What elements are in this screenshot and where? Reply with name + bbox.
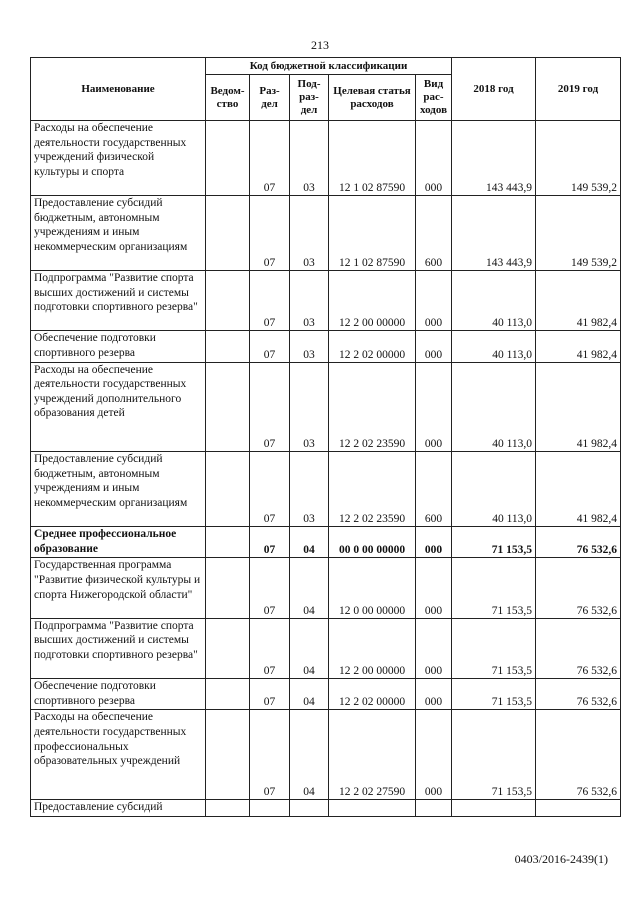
table-cell-2018: 40 113,0 [452,362,536,452]
table-cell-2019: 76 532,6 [536,618,621,678]
table-cell-vid: 600 [416,452,452,527]
table-cell-2019: 41 982,4 [536,331,621,362]
table-cell-2019: 149 539,2 [536,196,621,271]
table-cell-2018 [452,799,536,816]
table-cell-razdel: 07 [250,331,290,362]
table-cell-2018: 71 153,5 [452,679,536,710]
table-cell-2019: 41 982,4 [536,452,621,527]
header-code-group: Код бюджетной классификации [206,58,452,75]
header-name: Наименование [31,58,206,121]
table-cell-name: Подпрограмма "Развитие спорта высших достижений и системы подготовки спортивного резерва" [31,618,206,678]
table-cell-2018: 143 443,9 [452,121,536,196]
table-cell-vedomstvo [206,710,250,800]
table-cell-podrazdel: 03 [290,362,329,452]
table-cell-vedomstvo [206,271,250,331]
header-2019: 2019 год [536,58,621,121]
table-cell-2018: 71 153,5 [452,710,536,800]
table-cell-podrazdel: 03 [290,121,329,196]
table-cell-razdel: 07 [250,271,290,331]
table-cell-podrazdel: 03 [290,331,329,362]
table-cell-vedomstvo [206,558,250,618]
table-cell-tselevaya: 12 2 02 23590 [329,452,416,527]
table-cell-podrazdel: 03 [290,452,329,527]
table-cell-vedomstvo [206,196,250,271]
table-row [31,710,621,800]
table-cell-2018: 143 443,9 [452,196,536,271]
table-cell-vid: 000 [416,618,452,678]
table-cell-vedomstvo [206,452,250,527]
table-cell-vid [416,799,452,816]
table-cell-name: Предоставление субсидий бюджетным, автономным учреждениям и иным некоммерческим организациям [31,196,206,271]
table-cell-name: Обеспечение подготовки спортивного резерва [31,679,206,710]
header-vid: Вид рас-ходов [416,75,452,121]
page-number: 213 [311,38,329,52]
table-cell-2019: 149 539,2 [536,121,621,196]
table-body [31,121,621,817]
table-cell-vid: 000 [416,710,452,800]
table-cell-vid: 000 [416,679,452,710]
header-razdel: Раз-дел [250,75,290,121]
table-cell-tselevaya: 12 2 00 00000 [329,271,416,331]
table-cell-2019: 76 532,6 [536,558,621,618]
table-cell-vid: 000 [416,331,452,362]
table-cell-vid: 000 [416,558,452,618]
table-cell-vid: 000 [416,362,452,452]
table-cell-2019 [536,799,621,816]
table-cell-razdel: 07 [250,121,290,196]
table-cell-razdel: 07 [250,527,290,558]
table-cell-razdel: 07 [250,558,290,618]
table-cell-razdel: 07 [250,362,290,452]
table-row [31,799,621,816]
table-cell-razdel: 07 [250,710,290,800]
table-cell-tselevaya: 00 0 00 00000 [329,527,416,558]
table-row [31,452,621,527]
table-cell-razdel: 07 [250,618,290,678]
table-cell-podrazdel: 03 [290,196,329,271]
table-cell-name: Расходы на обеспечение деятельности государственных учреждений дополнительного образования детей [31,362,206,452]
header-tselevaya: Целевая статья расходов [329,75,416,121]
table-cell-razdel: 07 [250,196,290,271]
header-2018: 2018 год [452,58,536,121]
table-cell-vedomstvo [206,679,250,710]
table-cell-name: Расходы на обеспечение деятельности государственных профессиональных образовательных учреждений [31,710,206,800]
table-cell-vid: 000 [416,527,452,558]
table-cell-vedomstvo [206,618,250,678]
table-cell-vedomstvo [206,527,250,558]
table-cell-tselevaya: 12 2 02 27590 [329,710,416,800]
table-cell-tselevaya: 12 0 00 00000 [329,558,416,618]
table-cell-tselevaya: 12 2 00 00000 [329,618,416,678]
table-cell-tselevaya: 12 2 02 00000 [329,679,416,710]
table-cell-vedomstvo [206,362,250,452]
table-row [31,558,621,618]
table-cell-name: Обеспечение подготовки спортивного резерва [31,331,206,362]
table-cell-2019: 76 532,6 [536,679,621,710]
table-cell-vedomstvo [206,121,250,196]
table-cell-podrazdel: 04 [290,527,329,558]
table-cell-tselevaya: 12 1 02 87590 [329,196,416,271]
table-cell-vid: 000 [416,121,452,196]
table-cell-2018: 71 153,5 [452,558,536,618]
table-row [31,679,621,710]
table-cell-vedomstvo [206,799,250,816]
table-row [31,331,621,362]
header-podrazdel: Под-раз-дел [290,75,329,121]
table-cell-2018: 40 113,0 [452,331,536,362]
table-cell-name: Предоставление субсидий [31,799,206,816]
table-cell-razdel [250,799,290,816]
table-cell-podrazdel: 04 [290,710,329,800]
table-cell-name: Государственная программа "Развитие физической культуры и спорта Нижегородской области" [31,558,206,618]
header-vedomstvo: Ведом-ство [206,75,250,121]
table-cell-podrazdel: 04 [290,558,329,618]
table-cell-2018: 40 113,0 [452,452,536,527]
table-cell-2019: 76 532,6 [536,527,621,558]
table-cell-vid: 000 [416,271,452,331]
table-row [31,362,621,452]
table-cell-podrazdel: 04 [290,618,329,678]
table-row [31,121,621,196]
budget-table [30,57,621,817]
table-row [31,618,621,678]
table-cell-razdel: 07 [250,452,290,527]
table-cell-podrazdel: 04 [290,679,329,710]
table-cell-razdel: 07 [250,679,290,710]
table-row [31,196,621,271]
table-cell-vid: 600 [416,196,452,271]
table-cell-2018: 71 153,5 [452,618,536,678]
table-cell-2018: 71 153,5 [452,527,536,558]
table-cell-name: Подпрограмма "Развитие спорта высших достижений и системы подготовки спортивного резерва" [31,271,206,331]
table-cell-tselevaya [329,799,416,816]
table-cell-tselevaya: 12 2 02 00000 [329,331,416,362]
table-cell-2019: 41 982,4 [536,271,621,331]
table-row [31,527,621,558]
table-cell-name: Расходы на обеспечение деятельности государственных учреждений физической культуры и спорта [31,121,206,196]
table-cell-vedomstvo [206,331,250,362]
table-row [31,271,621,331]
table-cell-name: Среднее профессиональное образование [31,527,206,558]
table-cell-2019: 41 982,4 [536,362,621,452]
table-cell-2018: 40 113,0 [452,271,536,331]
document-code: 0403/2016-2439(1) [514,852,608,866]
table-cell-tselevaya: 12 2 02 23590 [329,362,416,452]
table-cell-podrazdel [290,799,329,816]
table-cell-podrazdel: 03 [290,271,329,331]
table-cell-2019: 76 532,6 [536,710,621,800]
table-cell-name: Предоставление субсидий бюджетным, автономным учреждениям и иным некоммерческим организациям [31,452,206,527]
table-cell-tselevaya: 12 1 02 87590 [329,121,416,196]
